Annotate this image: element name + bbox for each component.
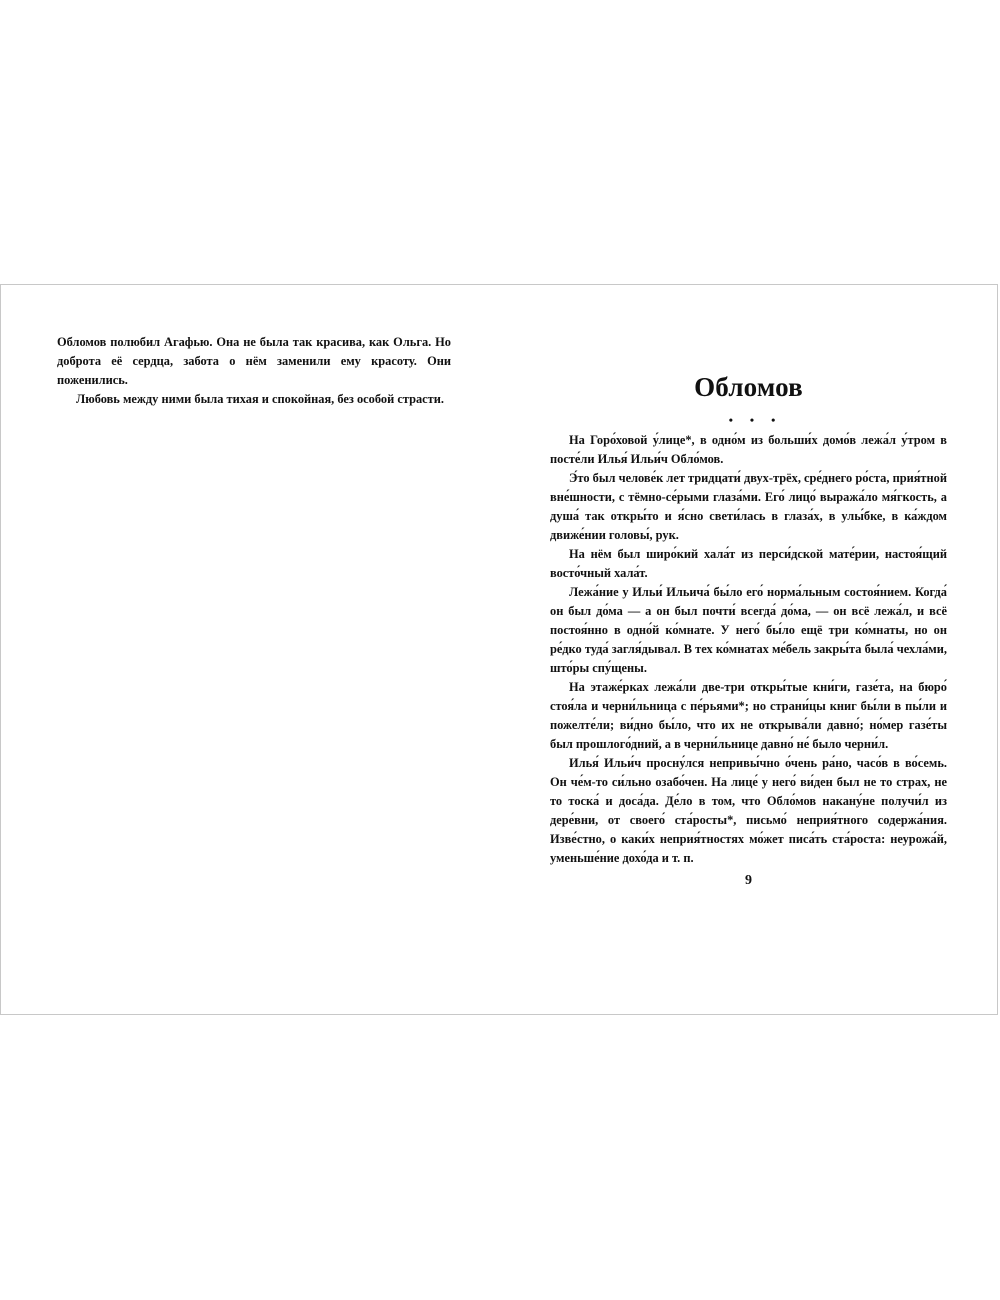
right-paragraph-2: Э́то был челове́к лет тридцати́ двух-трёх, сре́днего ро́ста, прия́тной вне́шности, с тёмно-се́рыми глаза́ми. Его́ лицо́ выража́ло мя́гкость, а душа́ так откры́то и я́сно свети́лась в глаза́х, в улы́бке, в ка́ждом движе́нии головы́, рук. xyxy=(550,471,947,542)
left-paragraph-2: Любовь между ними была тихая и спокойная, без особой страсти. xyxy=(76,392,444,406)
left-page xyxy=(57,333,451,409)
right-paragraph-5: На этаже́рках лежа́ли две-три откры́тые кни́ги, газе́та, на бюро́ стоя́ла и черни́льница с пе́рьями*; но страни́цы книг бы́ли в пы́ли и пожелте́ли; ви́дно бы́ло, что их не открыва́ли давно́; но́мер газе́ты был прошлого́дний, а в черни́льнице давно́ не́ было черни́л. xyxy=(550,680,947,751)
page-number: 9 xyxy=(745,873,752,888)
left-paragraph-1: Обломов полюбил Агафью. Она не была так красива, как Ольга. Но доброта её сердца, забота о нём заменили ему красоту. Они поженились. xyxy=(57,335,451,387)
book-spread xyxy=(0,284,998,1015)
right-page xyxy=(550,371,947,890)
right-paragraph-3: На нём был широ́кий хала́т из перси́дской мате́рии, настоя́щий восто́чный хала́т. xyxy=(550,547,947,580)
section-separator: • • • xyxy=(728,413,783,427)
right-paragraph-6: Илья́ Ильи́ч просну́лся непривы́чно о́чень ра́но, часо́в в во́семь. Он че́м-то си́льно озабо́чен. На лице́ у него́ ви́ден был не то страх, не то тоска́ и доса́да. Де́ло в том, что Обло́мов накану́не получи́л из дере́вни, от своего́ ста́росты*, письмо́ неприя́тного содержа́ния. Изве́стно, о каки́х неприя́тностях мо́жет писа́ть ста́роста: неурожа́й, уменьше́ние дохо́да и т. п. xyxy=(550,756,947,865)
chapter-title: Обломов xyxy=(694,372,803,402)
right-paragraph-1: На Горо́ховой у́лице*, в одно́м из больши́х домо́в лежа́л у́тром в посте́ли Илья́ Ильи́ч Обло́мов. xyxy=(550,433,947,466)
right-paragraph-4: Лежа́ние у Ильи́ Ильича́ бы́ло его́ норма́льным состоя́нием. Когда́ он был до́ма — а он был почти́ всегда́ до́ма, — он всё лежа́л, и всё постоя́нно в одно́й ко́мнате. У него́ бы́ло ещё три ко́мнаты, но он ре́дко туда́ загля́дывал. В тех ко́мнатах ме́бель закры́та была́ чехла́ми, што́ры спу́щены. xyxy=(550,585,947,675)
